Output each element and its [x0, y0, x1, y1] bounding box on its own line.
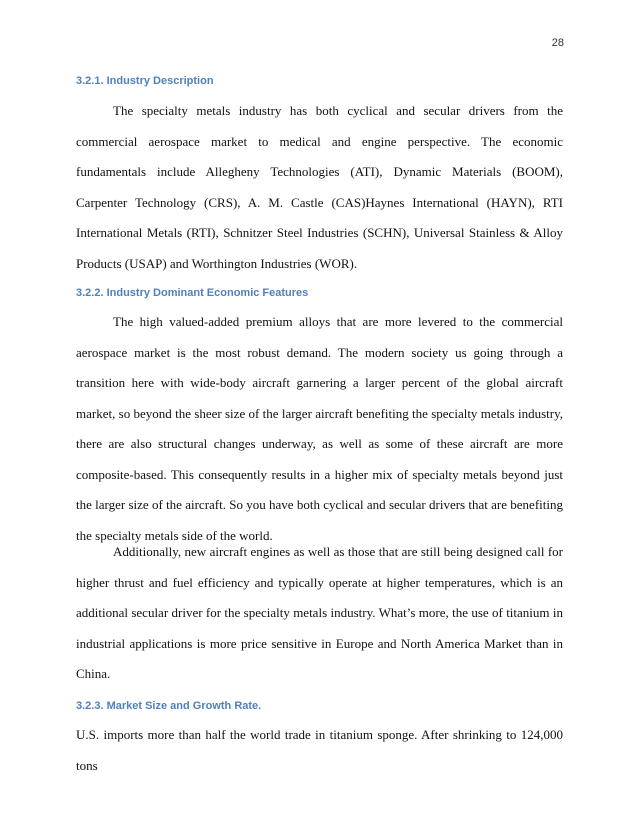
- paragraph-dominant-features-1: The high valued-added premium alloys that are more levered to the commercial aerospace market is the most robust demand. The modern society us going through a transition here with wide-body aircraft garnering a larger percent of the global aircraft market, so beyond the sheer size of the larger aircraft benefiting the specialty metals industry, there are also structural changes underway, as well as some of these aircraft are more composite-based. This consequently results in a higher mix of specialty metals beyond just the larger size of the aircraft. So you have both cyclical and secular drivers that are benefiting the specialty metals side of the world.: [76, 314, 563, 543]
- paragraph-industry-description: The specialty metals industry has both cyclical and secular drivers from the commercial aerospace market to medical and engine perspective. The economic fundamentals include Allegheny Technologies (ATI), Dynamic Materials (BOOM), Carpenter Technology (CRS), A. M. Castle (CAS)Haynes International (HAYN), RTI International Metals (RTI), Schnitzer Steel Industries (SCHN), Universal Stainless & Alloy Products (USAP) and Worthington Industries (WOR).: [76, 103, 563, 271]
- section-heading-market-size: 3.2.3. Market Size and Growth Rate.: [76, 700, 262, 712]
- page-number: 28: [551, 37, 564, 49]
- paragraph-dominant-features-2: Additionally, new aircraft engines as well as those that are still being designed call for higher thrust and fuel efficiency and typically operate at higher temperatures, which is an additional secular driver for the specialty metals industry. What’s more, the use of titanium in industrial applications is more price sensitive in Europe and North America Market than in China.: [76, 544, 563, 681]
- section-heading-industry-description: 3.2.1. Industry Description: [76, 75, 214, 87]
- section-heading-dominant-economic-features: 3.2.2. Industry Dominant Economic Features: [76, 287, 309, 299]
- paragraph-market-size: U.S. imports more than half the world trade in titanium sponge. After shrinking to 124,000 tons: [76, 727, 563, 773]
